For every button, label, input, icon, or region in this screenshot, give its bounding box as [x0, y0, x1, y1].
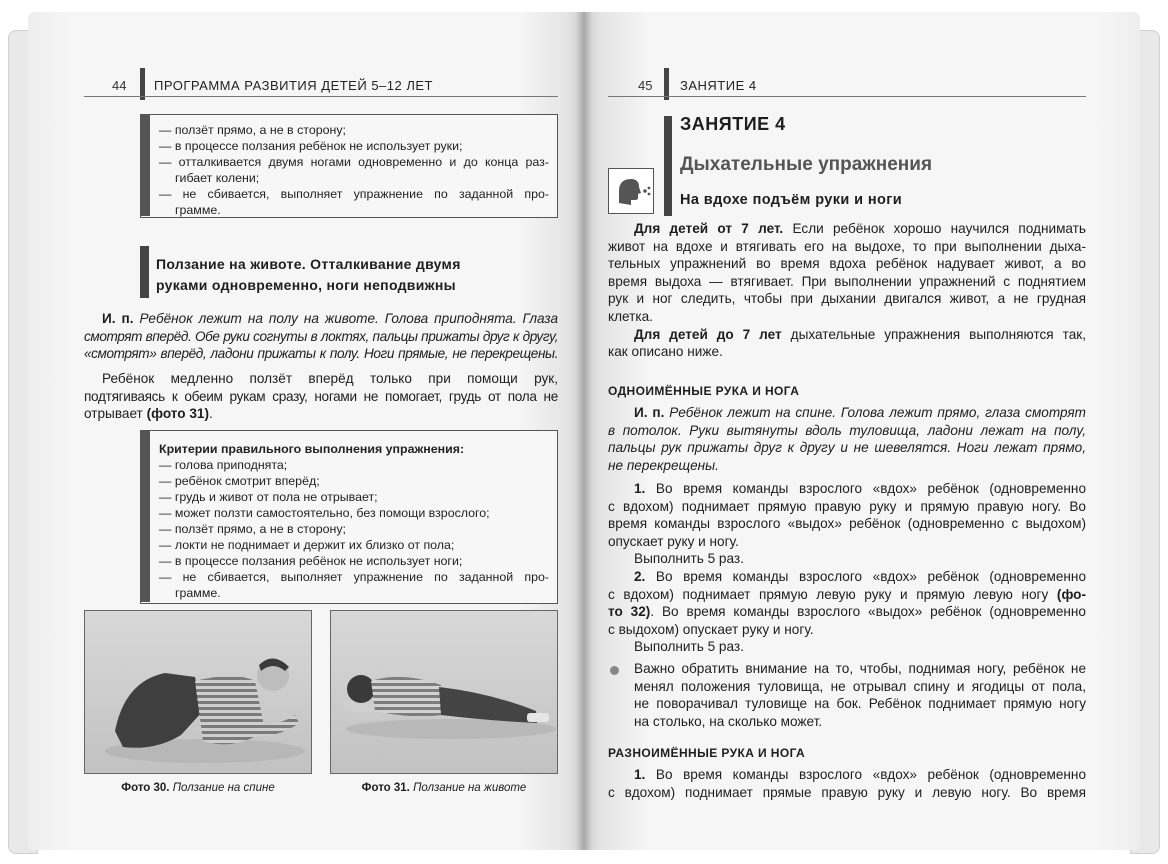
photo-crawling-on-belly: [331, 611, 558, 774]
header-rule: [608, 96, 1086, 97]
paragraph-line: Во время команды взрослого «вдох» ребёнок (одновременно: [655, 569, 1086, 584]
paragraph-line: «смотрят» вперёд, ладони прижаты к полу. Ноги прямые, не перекрещены.: [84, 346, 558, 362]
list-item: — локти не поднимает и держит их близко от пола;: [159, 538, 455, 552]
header-rule: [84, 96, 558, 97]
paragraph-line: Во время команды взрослого «вдох» ребёнок (одновременно: [655, 481, 1086, 496]
heading-same-side: ОДНОИМЁННЫЕ РУКА И НОГА: [608, 384, 800, 398]
paragraph-line: смотрят вперёд. Обе руки согнуты в локтях, пальцы прижаты друг к другу,: [84, 328, 558, 344]
paragraph-line: с выдохом) опускает руку и ногу.: [608, 621, 814, 637]
criteria-continued-box: [140, 114, 558, 218]
paragraph-line: Важно обратить внимание на то, чтобы, поднимая ногу, ребёнок не: [634, 661, 1086, 676]
paragraph-line: тельных упражнений во время вдоха ребёнок надувает живот, а во: [608, 256, 1086, 272]
paragraph-line: не поворачивал туловище на бок. Ребёнок поднимает прямую ногу: [634, 696, 1086, 712]
lesson-title: ЗАНЯТИЕ 4: [680, 114, 786, 134]
list-item: — не сбивается, выполняет упражнение по заданной про-: [159, 570, 549, 584]
section-title: [156, 254, 461, 296]
section-title: Дыхательные упражнения: [680, 154, 933, 175]
ip-label: И. п.: [102, 311, 134, 326]
running-head: ПРОГРАММА РАЗВИТИЯ ДЕТЕЙ 5–12 ЛЕТ: [154, 78, 433, 93]
page-number: 45: [638, 78, 653, 93]
photo-reference: (фото 31): [146, 406, 209, 422]
list-item: — не сбивается, выполняет упражнение по заданной про-: [159, 187, 549, 201]
caption-text: Ползание на животе: [413, 782, 527, 794]
caption-label: Фото 31.: [361, 782, 410, 794]
box-accent-bar: [141, 115, 150, 216]
paragraph-line: Во время команды взрослого «вдох» ребёнок (одновременно: [655, 767, 1086, 782]
box-accent-bar: [141, 431, 150, 602]
paragraph-line: живот на вдохе и втягивать его на выдохе, то при выполнении дыха-: [608, 238, 1086, 254]
section-title-line: Ползание на животе. Отталкивание двумя: [156, 256, 461, 272]
step-opposite-1: [608, 766, 1086, 801]
paragraph-line: на столько, на сколько может.: [634, 713, 823, 729]
face-breath-icon: [609, 169, 653, 213]
list-item: грамме.: [175, 203, 221, 217]
paragraph-line: подтягиваясь к обеим рукам сразу, ногами не помогает, грудь от пола не: [84, 388, 558, 404]
paragraph-line: отрывает: [84, 406, 143, 422]
photo-31-caption: [330, 782, 558, 794]
caption-label: Фото 30.: [121, 782, 170, 794]
list-item: — в процессе ползания ребёнок не использует ноги;: [159, 554, 463, 568]
list-item: — голова приподнята;: [159, 458, 288, 472]
repeat-count: Выполнить 5 раз.: [634, 551, 744, 567]
paragraph-line: Если ребёнок хорошо научился поднимать: [792, 221, 1086, 236]
page-number: 44: [112, 78, 127, 93]
paragraph-line: как описано ниже.: [608, 344, 723, 360]
paragraph-line: рук и ног следить, чтобы при дыхании двигался живот, а не грудная: [608, 291, 1086, 307]
left-page: [28, 12, 584, 850]
photo-crawling-on-back: [85, 611, 312, 774]
bullet-dot-icon: [610, 666, 619, 675]
subsection-title: На вдохе подъём руки и ноги: [680, 192, 903, 208]
list-item: — ребёнок смотрит вперёд;: [159, 474, 320, 488]
paragraph-line: время команды взрослого «выдох» ребёнок (одновременно с выдохом): [608, 516, 1086, 532]
photo-31: [330, 610, 558, 774]
paragraph-line: Во время команды взрослого «выдох» ребёнок (одновременно: [661, 604, 1086, 620]
paragraph-line: в потолок. Руки вытянуты вдоль туловища, ладони лежат на полу,: [608, 422, 1086, 438]
step-2: 2. Во время команды взрослого «вдох» ребёнок (одновременно с вдохом) поднимает прямую левую руку и прямую левую ногу (фо- то 32). Во время команды взрослого «выдох» ребёнок (одновременно с выдохом) опускает руку и ногу. Выполнить 5 раз.: [608, 569, 1086, 655]
list-item: грамме.: [175, 586, 221, 600]
criteria-continued-list: [159, 122, 549, 218]
step-1: [608, 480, 1086, 568]
paragraph-line: Ребёнок лежит на полу на животе. Голова приподнята. Глаза: [139, 311, 559, 326]
note-paragraph: [634, 660, 1086, 730]
caption-text: Ползание на спине: [172, 782, 275, 794]
criteria-title: Критерии правильного выполнения упражнения:: [159, 442, 465, 456]
list-item: — может ползти самостоятельно, без помощи взрослого;: [159, 506, 490, 520]
paragraph-line: дыхательные упражнения выполняются так,: [790, 326, 1086, 342]
book-spine: [576, 12, 592, 850]
paragraph-line: с вдохом) поднимает прямую левую руку и прямую левую ногу: [608, 586, 1049, 602]
paragraph-line: менял положения туловища, не отрывал спину и ягодицы от пола,: [634, 678, 1086, 694]
paragraph-line: клетка.: [608, 308, 653, 324]
paragraph-line: опускает руку и ногу.: [608, 533, 739, 549]
photo-30-caption: [84, 782, 312, 794]
ip-label: И. п.: [634, 405, 665, 420]
age-7-plus-paragraph: [608, 220, 1086, 361]
running-head: ЗАНЯТИЕ 4: [680, 78, 757, 93]
photo-reference: (фо-: [1056, 586, 1086, 602]
right-page: [584, 12, 1140, 850]
list-item: — отталкивается двумя ногами одновременно и до конца раз-: [159, 155, 549, 169]
paragraph-line: время выдоха — втягивает. При выполнении упражнений с поднятием: [608, 273, 1086, 289]
paragraph-line: пальцы рук прижаты друг к другу и не шевелятся. Ноги лежат прямо,: [608, 440, 1086, 456]
paragraph-line: Ребёнок медленно ползёт вперёд только при помощи рук,: [102, 371, 558, 386]
section-title-line: руками одновременно, ноги неподвижны: [156, 277, 456, 293]
punctuation: .: [209, 406, 213, 422]
starting-position-paragraph: [84, 310, 558, 363]
repeat-count: Выполнить 5 раз.: [634, 639, 744, 655]
photo-reference: то 32): [608, 604, 651, 620]
list-item: — ползёт прямо, а не в сторону;: [159, 522, 346, 536]
list-item: — в процессе ползания ребёнок не использует руки;: [159, 139, 463, 153]
starting-position-paragraph: [608, 404, 1086, 474]
movement-paragraph: [84, 370, 558, 423]
paragraph-line: Ребёнок лежит на спине. Голова лежит прямо, глаза смотрят: [669, 405, 1087, 420]
criteria-box: [140, 430, 558, 604]
step-number: 1.: [634, 481, 646, 496]
section-title-bar: [140, 246, 149, 298]
paragraph-line: с вдохом) поднимает прямые правую руку и левую ногу. Во время: [608, 784, 1086, 800]
photo-30: [84, 610, 312, 774]
lesson-heading-bar: [664, 116, 672, 216]
paragraph-line: с вдохом) поднимает прямую правую руку и прямую правую ногу. Во: [608, 498, 1086, 514]
heading-opposite-side: РАЗНОИМЁННЫЕ РУКА И НОГА: [608, 746, 806, 760]
step-number: 2.: [634, 569, 646, 584]
bold-lead: Для детей от 7 лет.: [634, 221, 784, 236]
list-item: — ползёт прямо, а не в сторону;: [159, 123, 346, 137]
list-item: — грудь и живот от пола не отрывает;: [159, 490, 378, 504]
bold-lead: Для детей до 7 лет: [634, 326, 782, 342]
breathing-icon: [608, 168, 654, 214]
paragraph-line: не перекрещены.: [608, 457, 719, 473]
criteria-list: [159, 441, 549, 601]
list-item: гибает колени;: [175, 171, 260, 185]
step-number: 1.: [634, 767, 646, 782]
